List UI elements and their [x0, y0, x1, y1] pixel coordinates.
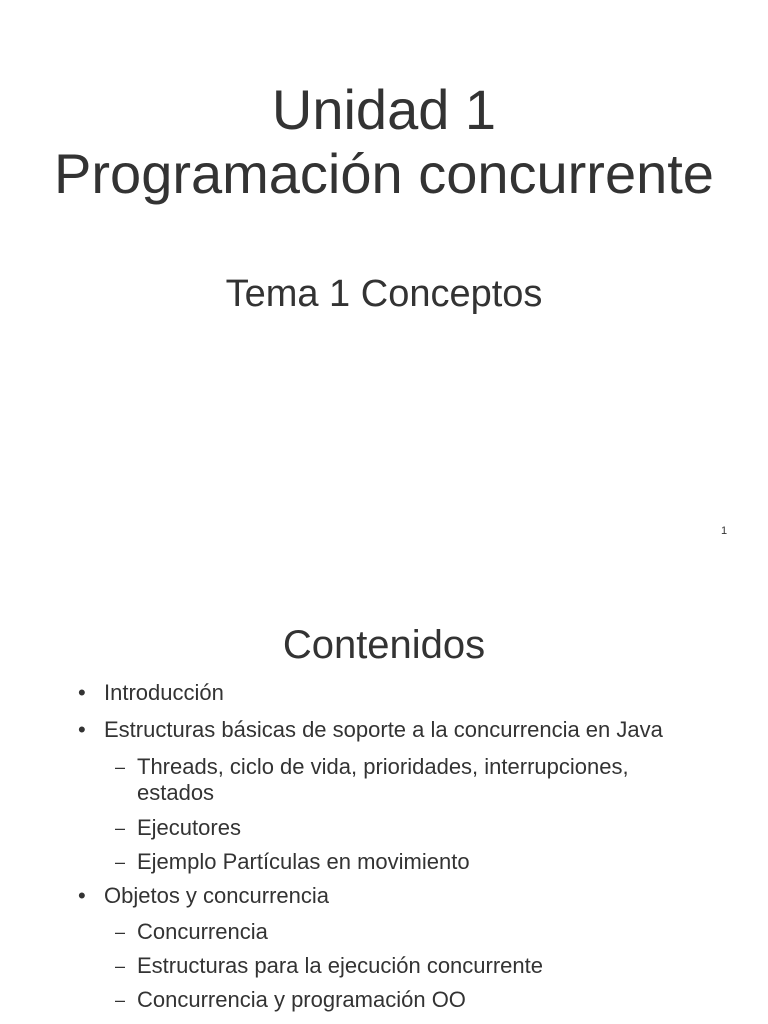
list-item-text: Estructuras básicas de soporte a la concurrencia en Java: [104, 717, 663, 742]
dash-icon: –: [115, 818, 126, 838]
list-item-text: Threads, ciclo de vida, prioridades, interrupciones, estados: [137, 754, 629, 805]
list-item-text: Introducción: [104, 680, 224, 705]
list-item: [0, 754, 768, 806]
bullet-icon: •: [78, 717, 86, 742]
list-item: [0, 919, 768, 945]
list-item-text: Ejemplo Partículas en movimiento: [137, 849, 470, 874]
list-item: [0, 717, 768, 743]
page-number: 1: [720, 525, 728, 537]
bullet-icon: •: [78, 680, 86, 705]
list-item-text: Estructuras para la ejecución concurrente: [137, 953, 543, 978]
dash-icon: –: [115, 852, 126, 872]
list-item: [0, 680, 768, 706]
list-item-text: Objetos y concurrencia: [104, 883, 329, 908]
dash-icon: –: [115, 956, 126, 976]
bullet-icon: •: [78, 883, 86, 908]
list-item-text: Concurrencia y programación OO: [137, 987, 466, 1012]
dash-icon: –: [115, 757, 126, 777]
slide-subtitle: Tema 1 Conceptos: [225, 273, 543, 315]
slide-title-line-1: Unidad 1: [271, 78, 497, 141]
dash-icon: –: [115, 922, 126, 942]
slide-title-line-2: Programación concurrente: [54, 142, 714, 205]
contents-title: Contenidos: [282, 623, 486, 667]
dash-icon: –: [115, 990, 126, 1010]
list-item: [0, 849, 768, 875]
contents-slide: [0, 560, 768, 1024]
list-item: [0, 883, 768, 909]
list-item: [0, 815, 768, 841]
contents-list: [0, 680, 768, 1013]
list-item-text: Ejecutores: [137, 815, 241, 840]
list-item: [0, 953, 768, 979]
list-item-text: Concurrencia: [137, 919, 268, 944]
list-item: [0, 987, 768, 1013]
